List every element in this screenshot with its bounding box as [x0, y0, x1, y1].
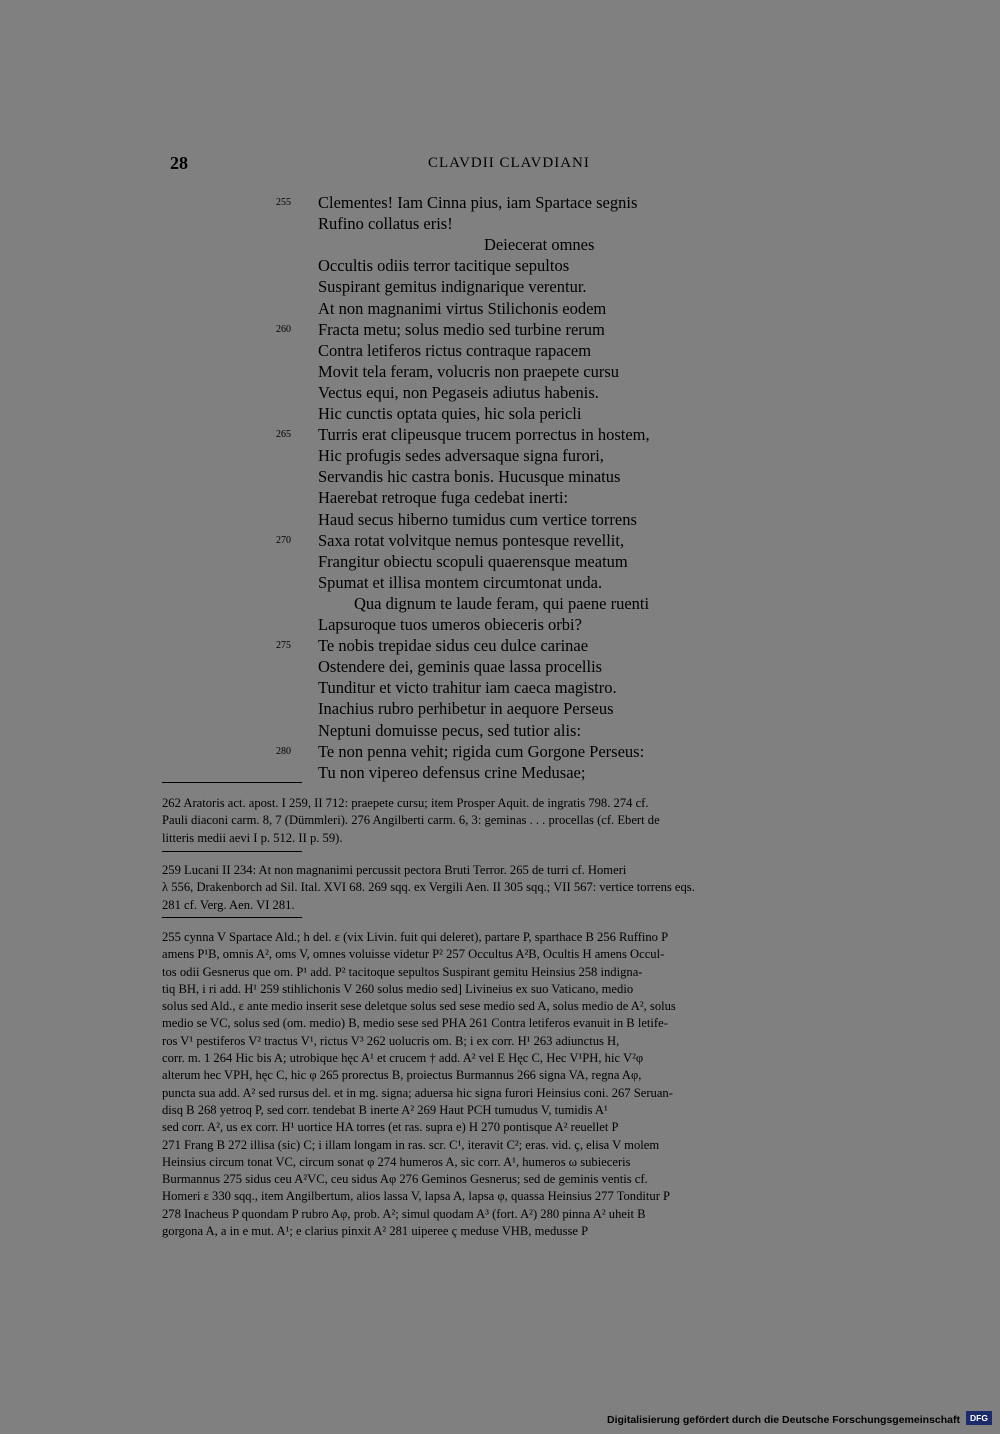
note-line: λ 556, Drakenborch ad Sil. Ital. XVI 68. 269 sqq. ex Vergili Aen. II 305 sqq.; VII 567: vertice torrens eqs. [162, 880, 695, 895]
note-line: Pauli diaconi carm. 8, 7 (Dümmleri). 276 Angilberti carm. 6, 3: geminas . . . procellas (cf. Ebert de [162, 813, 660, 828]
verse-line: Qua dignum te laude feram, qui paene ruenti [354, 593, 650, 613]
verse-line: Neptuni domuisse pecus, sed tutior alis: [318, 720, 582, 740]
critical-apparatus [162, 929, 834, 1240]
note-line: gorgona A, a in e mut. A¹; e clarius pinxit A² 281 uiperee ç meduse VHB, medusse P [162, 1224, 589, 1239]
verse-line: Tu non vipereo defensus crine Medusae; [318, 762, 586, 782]
footnote-rule [162, 782, 302, 783]
verse-line: Hic cunctis optata quies, hic sola pericli [318, 404, 582, 423]
note-line: 255 cynna V Spartace Ald.; h del. ε (vix Livin. fuit qui deleret), partare P, sparthace B 256 Ruffino P [162, 930, 669, 944]
verse-line: Occultis odiis terror tacitique sepultos [318, 256, 570, 276]
note-line: amens P¹B, omnis A², oms V, omnes voluisse videtur P² 257 Occultus A²B, Ocultis H amens Occul- [162, 947, 665, 962]
verse-line: Vectus equi, non Pegaseis adiutus habenis. [318, 382, 599, 402]
note-line: alterum hec VPH, hęc C, hic φ 265 prorectus B, proiectus Burmannus 266 signa VA, regna Aφ, [162, 1068, 642, 1083]
verse-number: 255 [276, 197, 291, 208]
verse-number: 260 [276, 323, 291, 335]
running-head: CLAVDII CLAVDIANI [428, 155, 590, 171]
verse-line: Deiecerat omnes [484, 235, 595, 255]
footer-credit: Digitalisierung gefördert durch die Deutsche Forschungsgemeinschaft [607, 1414, 960, 1426]
note-line: ros V¹ pestiferos V² tractus V¹, rictus V³ 262 uolucris om. B; i ex corr. H¹ 263 adiunctus H, [162, 1033, 620, 1048]
verse-line: Haerebat retroque fuga cedebat inerti: [318, 488, 569, 508]
verse-line: Contra letiferos rictus contraque rapacem [318, 340, 592, 360]
dfg-logo: DFG [966, 1411, 992, 1425]
note-line: medio se VC, solus sed (om. medio) B, medio sese sed PHA 261 Contra letiferos evanuit in B letife- [162, 1016, 668, 1031]
verse-line: Tunditur et victo trahitur iam caeca magistro. [318, 678, 617, 698]
note-line: litteris medii aevi I p. 512. II p. 59). [162, 830, 343, 845]
verse-line: At non magnanimi virtus Stilichonis eodem [318, 298, 607, 318]
verse-line: Suspirant gemitus indignarique verentur. [318, 277, 587, 297]
note-line: Homeri ε 330 sqq., item Angilbertum, alios lassa V, lapsa A, lapsa φ, quassa Heinsius 277 Tonditur P [162, 1189, 671, 1204]
note-line: sed corr. A², us ex corr. H¹ uortice HA torres (et ras. supra e) H 270 pontisque A² reuellet P [162, 1120, 619, 1135]
note-line: corr. m. 1 264 Hic bis A; utrobique hęc A¹ et crucem † add. A² vel E Hęc C, Hec V¹PH, hic V²φ [162, 1051, 644, 1066]
verse-number: 280 [276, 745, 291, 757]
verse-number: 265 [276, 429, 291, 441]
note-line: disq B 268 yetroq P, sed corr. tendebat B inerte A² 269 Haut PCH tumudus V, tumidis A¹ [162, 1102, 608, 1117]
note-line: Heinsius circum tonat VC, circum sonat φ 274 humeros A, sic corr. A¹, humeros ω subieceris [162, 1154, 631, 1169]
verse-line: Frangitur obiectu scopuli quaerensque meatum [318, 551, 628, 571]
note-line: tiq BH, i ri add. H¹ 259 stihlichonis V 260 solus medio sed] Livineius ex suo Vaticano, medio [162, 981, 634, 996]
note-line: 259 Lucani II 234: At non magnanimi percussit pectora Bruti Terror. 265 de turri cf. Homeri [162, 863, 627, 877]
verse-line: Clementes! Iam Cinna pius, iam Spartace segnis [318, 193, 638, 212]
verse-line: Inachius rubro perhibetur in aequore Perseus [318, 699, 614, 719]
imitations-notes [162, 795, 834, 847]
verse-line: Servandis hic castra bonis. Hucusque minatus [318, 467, 621, 487]
verse-line: Turris erat clipeusque trucem porrectus in hostem, [318, 425, 650, 445]
note-line: puncta sua add. A² sed rursus del. et in mg. signa; aduersa hic signa furori Heinsius coni. 267 Seruan- [162, 1085, 673, 1100]
note-line: 271 Frang B 272 illisa (sic) C; i illam longam in ras. scr. C¹, iteravit C²; eras. vid. ç, elisa V molem [162, 1137, 660, 1152]
note-line: tos odii Gesnerus que om. P¹ add. P² tacitoque sepultos Suspirant gemitu Heinsius 258 indigna- [162, 964, 643, 979]
verse-line: Te non penna vehit; rigida cum Gorgone Perseus: [318, 741, 645, 761]
verse-line: Spumat et illisa montem circumtonat unda. [318, 572, 603, 592]
verse-number: 275 [276, 640, 291, 652]
verse-line: Rufino collatus eris! [318, 214, 453, 234]
verse-line: Saxa rotat volvitque nemus pontesque revellit, [318, 530, 625, 550]
note-line: solus sed Ald., ε ante medio inserit sese deletque solus sed sese medio sed A, solus medio de A², solus [162, 999, 676, 1014]
note-line: 262 Aratoris act. apost. I 259, II 712: praepete cursu; item Prosper Aquit. de ingratis 798. 274 cf. [162, 796, 649, 810]
footnote-rule [162, 917, 302, 918]
note-line: 278 Inacheus P quondam P rubro Aφ, prob. A²; simul quodam A³ (fort. A²) 280 pinna A² uheit B [162, 1206, 646, 1221]
verse-line: Haud secus hiberno tumidus cum vertice torrens [318, 509, 637, 529]
note-line: 281 cf. Verg. Aen. VI 281. [162, 897, 295, 912]
verse-line: Fracta metu; solus medio sed turbine rerum [318, 319, 605, 339]
footnote-rule [162, 851, 302, 852]
verse-number: 270 [276, 534, 291, 546]
verse-line: Ostendere dei, geminis quae lassa procellis [318, 657, 603, 677]
verse-line: Lapsuroque tuos umeros obieceris orbi? [318, 615, 582, 634]
verse-line: Te nobis trepidae sidus ceu dulce carinae [318, 636, 589, 656]
verse-line: Movit tela feram, volucris non praepete cursu [318, 361, 620, 381]
page-number: 28 [170, 153, 188, 173]
verse-line: Hic profugis sedes adversaque signa furori, [318, 446, 604, 466]
sources-notes [162, 862, 834, 914]
note-line: Burmannus 275 sidus ceu A²VC, ceu sidus Aφ 276 Geminos Gesnerus; sed de geminis ventis cf. [162, 1172, 648, 1187]
